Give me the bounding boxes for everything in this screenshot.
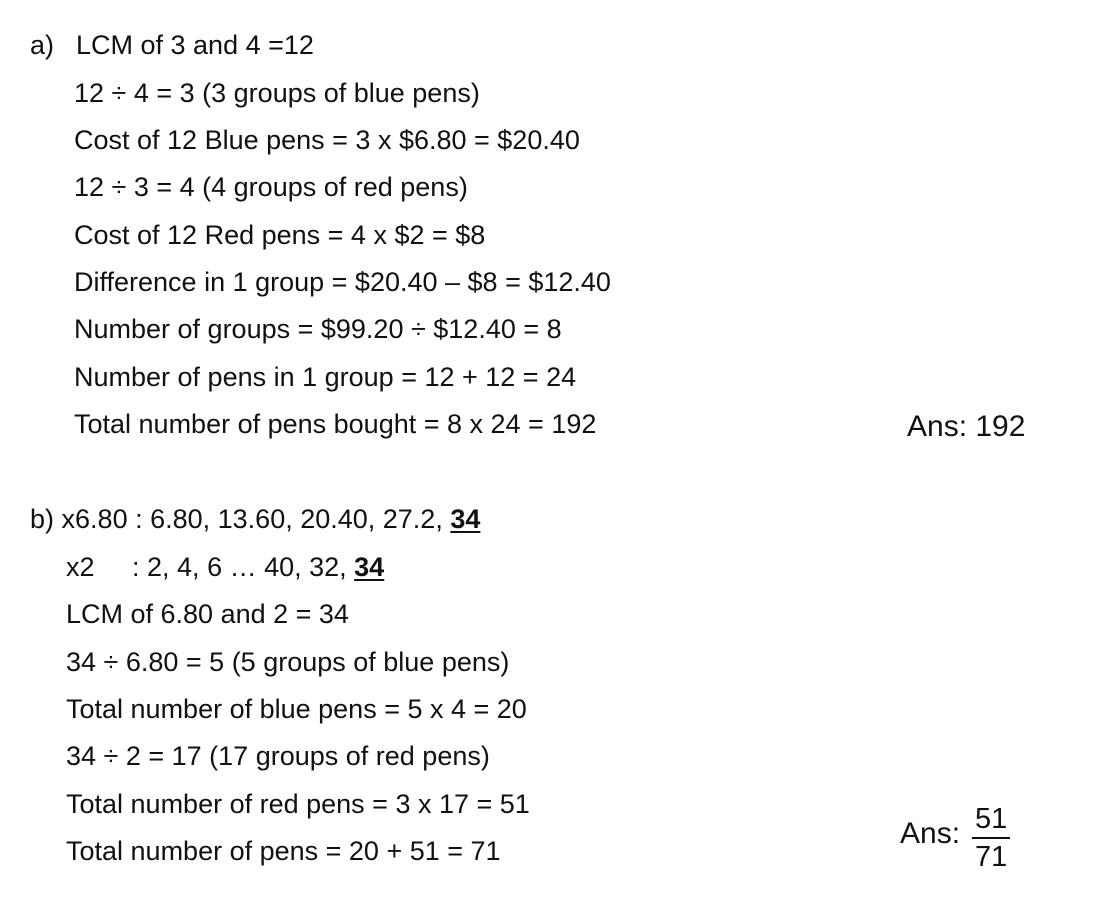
part-a-line: LCM of 3 and 4 =12 <box>76 30 314 60</box>
part-a-line: 12 ÷ 4 = 3 (3 groups of blue pens) <box>74 78 480 108</box>
part-b-line: LCM of 6.80 and 2 = 34 <box>66 599 349 629</box>
part-b-answer-fraction <box>972 805 1010 872</box>
part-a-line: 12 ÷ 3 = 4 (4 groups of red pens) <box>74 172 468 202</box>
part-a-line: Cost of 12 Red pens = 4 x $2 = $8 <box>74 220 486 250</box>
part-b-line: Total number of blue pens = 5 x 4 = 20 <box>66 694 527 724</box>
part-b-label: b) <box>30 504 55 534</box>
part-b-row-multiples-red <box>66 554 384 581</box>
fraction-numerator: 51 <box>972 805 1010 839</box>
multiples-red-text: x2 : 2, 4, 6 … 40, 32, <box>66 552 355 582</box>
part-a-answer: Ans: 192 <box>907 410 1026 443</box>
part-a-label: a) <box>30 30 55 60</box>
part-a-line: Number of pens in 1 group = 12 + 12 = 24 <box>74 362 577 392</box>
lcm-highlight: 34 <box>450 504 481 534</box>
multiples-blue-text: x6.80 : 6.80, 13.60, 20.40, 27.2, <box>61 504 451 534</box>
part-a-line: Number of groups = $99.20 ÷ $12.40 = 8 <box>74 314 562 344</box>
part-b-answer-label: Ans: <box>900 817 961 850</box>
lcm-highlight: 34 <box>354 552 385 582</box>
part-b-line: Total number of pens = 20 + 51 = 71 <box>66 836 501 866</box>
part-a-line: Cost of 12 Blue pens = 3 x $6.80 = $20.40 <box>74 125 580 155</box>
part-b-line: 34 ÷ 2 = 17 (17 groups of red pens) <box>66 741 490 771</box>
part-b-row-multiples-blue <box>30 506 480 533</box>
fraction-denominator: 71 <box>975 841 1008 873</box>
part-b-line: 34 ÷ 6.80 = 5 (5 groups of blue pens) <box>66 647 510 677</box>
part-b-line: Total number of red pens = 3 x 17 = 51 <box>66 789 530 819</box>
part-a-line: Difference in 1 group = $20.40 – $8 = $12.40 <box>74 267 611 297</box>
part-a-line: Total number of pens bought = 8 x 24 = 192 <box>74 409 597 439</box>
